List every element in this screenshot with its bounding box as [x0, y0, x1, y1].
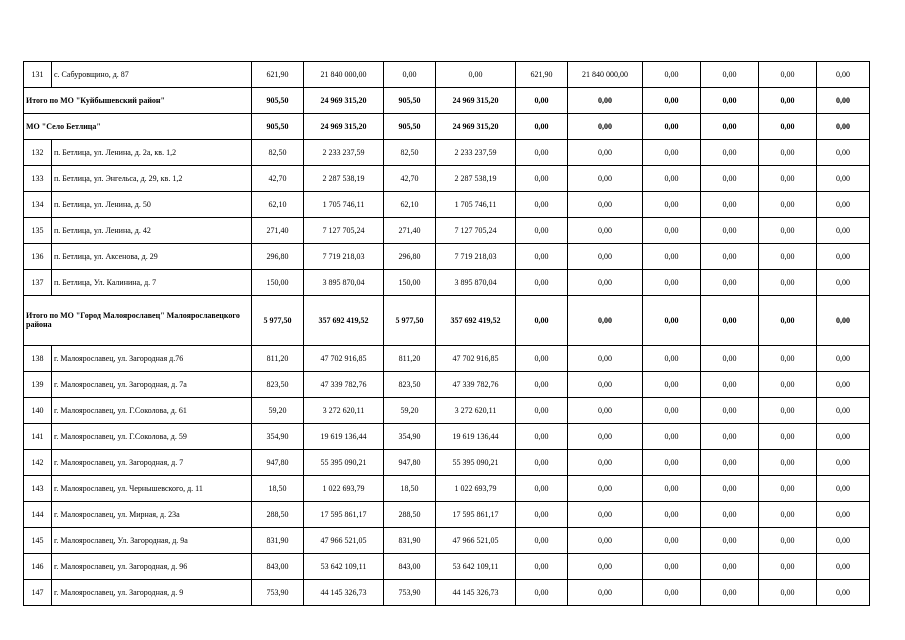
value-cell-c7: 0,00 — [643, 345, 701, 371]
value-cell-c1: 831,90 — [252, 527, 304, 553]
value-cell-c9: 0,00 — [759, 553, 817, 579]
value-cell-c4: 1 705 746,11 — [436, 192, 516, 218]
row-number: 145 — [24, 527, 52, 553]
value-cell-c1: 82,50 — [252, 140, 304, 166]
value-cell-c9: 0,00 — [759, 501, 817, 527]
value-cell-c10: 0,00 — [817, 218, 870, 244]
value-cell-c4: 7 719 218,03 — [436, 244, 516, 270]
value-cell-c4: 7 127 705,24 — [436, 218, 516, 244]
table-row — [24, 527, 870, 553]
value-cell-c8: 0,00 — [701, 218, 759, 244]
value-cell-c4: 3 895 870,04 — [436, 270, 516, 296]
value-cell-c7: 0,00 — [643, 397, 701, 423]
table-row — [24, 397, 870, 423]
value-cell-c6: 0,00 — [568, 553, 643, 579]
value-cell-c8: 0,00 — [701, 501, 759, 527]
value-cell-c1: 947,80 — [252, 449, 304, 475]
row-number: 147 — [24, 579, 52, 605]
value-cell-c1: 42,70 — [252, 166, 304, 192]
value-cell-c6: 0,00 — [568, 244, 643, 270]
row-number: 135 — [24, 218, 52, 244]
value-cell-c7: 0,00 — [643, 475, 701, 501]
value-cell-c3: 843,00 — [384, 553, 436, 579]
table-row — [24, 501, 870, 527]
table-row — [24, 553, 870, 579]
address-cell: г. Малоярославец, ул. Мирная, д. 23а — [52, 501, 252, 527]
row-number: 146 — [24, 553, 52, 579]
total-label: Итого по МО "Город Малоярославец" Малоярославецкого района — [24, 296, 252, 345]
value-cell-c2: 1 022 693,79 — [304, 475, 384, 501]
table-row — [24, 475, 870, 501]
value-cell-c10: 0,00 — [817, 475, 870, 501]
value-cell-c5: 0,00 — [516, 371, 568, 397]
value-cell-c10: 0,00 — [817, 527, 870, 553]
value-cell-c2: 21 840 000,00 — [304, 62, 384, 88]
table-row — [24, 166, 870, 192]
value-cell-c9: 0,00 — [759, 88, 817, 114]
value-cell-c7: 0,00 — [643, 501, 701, 527]
value-cell-c4: 47 339 782,76 — [436, 371, 516, 397]
table-row — [24, 140, 870, 166]
value-cell-c1: 18,50 — [252, 475, 304, 501]
table-row — [24, 244, 870, 270]
table-row — [24, 449, 870, 475]
value-cell-c7: 0,00 — [643, 244, 701, 270]
value-cell-c8: 0,00 — [701, 553, 759, 579]
value-cell-c9: 0,00 — [759, 166, 817, 192]
value-cell-c3: 296,80 — [384, 244, 436, 270]
value-cell-c2: 3 895 870,04 — [304, 270, 384, 296]
value-cell-c2: 2 233 237,59 — [304, 140, 384, 166]
value-cell-c6: 0,00 — [568, 114, 643, 140]
value-cell-c2: 47 702 916,85 — [304, 345, 384, 371]
value-cell-c3: 753,90 — [384, 579, 436, 605]
value-cell-c1: 271,40 — [252, 218, 304, 244]
value-cell-c4: 44 145 326,73 — [436, 579, 516, 605]
value-cell-c2: 357 692 419,52 — [304, 296, 384, 345]
address-cell: с. Сабуровщино, д. 87 — [52, 62, 252, 88]
table-row — [24, 579, 870, 605]
value-cell-c6: 0,00 — [568, 345, 643, 371]
table-row — [24, 218, 870, 244]
value-cell-c7: 0,00 — [643, 371, 701, 397]
value-cell-c1: 62,10 — [252, 192, 304, 218]
value-cell-c5: 0,00 — [516, 88, 568, 114]
value-cell-c10: 0,00 — [817, 553, 870, 579]
value-cell-c4: 47 702 916,85 — [436, 345, 516, 371]
value-cell-c3: 354,90 — [384, 423, 436, 449]
value-cell-c9: 0,00 — [759, 579, 817, 605]
value-cell-c2: 19 619 136,44 — [304, 423, 384, 449]
total-row — [24, 88, 870, 114]
row-number: 134 — [24, 192, 52, 218]
value-cell-c6: 0,00 — [568, 140, 643, 166]
value-cell-c10: 0,00 — [817, 296, 870, 345]
value-cell-c5: 0,00 — [516, 579, 568, 605]
value-cell-c4: 17 595 861,17 — [436, 501, 516, 527]
value-cell-c7: 0,00 — [643, 423, 701, 449]
value-cell-c5: 621,90 — [516, 62, 568, 88]
value-cell-c6: 0,00 — [568, 527, 643, 553]
value-cell-c10: 0,00 — [817, 166, 870, 192]
value-cell-c1: 753,90 — [252, 579, 304, 605]
value-cell-c8: 0,00 — [701, 397, 759, 423]
value-cell-c10: 0,00 — [817, 423, 870, 449]
address-cell: г. Малоярославец, Ул. Загородная, д. 9а — [52, 527, 252, 553]
value-cell-c1: 150,00 — [252, 270, 304, 296]
value-cell-c4: 2 287 538,19 — [436, 166, 516, 192]
table-body — [24, 62, 870, 606]
value-cell-c8: 0,00 — [701, 88, 759, 114]
value-cell-c10: 0,00 — [817, 244, 870, 270]
value-cell-c8: 0,00 — [701, 527, 759, 553]
value-cell-c10: 0,00 — [817, 88, 870, 114]
address-cell: п. Бетлица, ул. Ленина, д. 50 — [52, 192, 252, 218]
table-row — [24, 192, 870, 218]
value-cell-c6: 0,00 — [568, 423, 643, 449]
value-cell-c2: 7 127 705,24 — [304, 218, 384, 244]
value-cell-c7: 0,00 — [643, 62, 701, 88]
address-cell: г. Малоярославец, ул. Загородная, д. 7а — [52, 371, 252, 397]
value-cell-c9: 0,00 — [759, 62, 817, 88]
value-cell-c10: 0,00 — [817, 62, 870, 88]
address-cell: п. Бетлица, ул. Ленина, д. 2а, кв. 1,2 — [52, 140, 252, 166]
value-cell-c8: 0,00 — [701, 475, 759, 501]
row-number: 140 — [24, 397, 52, 423]
total-label: Итого по МО "Куйбышевский район" — [24, 88, 252, 114]
address-cell: г. Малоярославец, ул. Г.Соколова, д. 59 — [52, 423, 252, 449]
value-cell-c6: 0,00 — [568, 270, 643, 296]
value-cell-c1: 905,50 — [252, 88, 304, 114]
value-cell-c7: 0,00 — [643, 449, 701, 475]
row-number: 136 — [24, 244, 52, 270]
value-cell-c5: 0,00 — [516, 166, 568, 192]
value-cell-c5: 0,00 — [516, 345, 568, 371]
value-cell-c10: 0,00 — [817, 114, 870, 140]
value-cell-c5: 0,00 — [516, 114, 568, 140]
value-cell-c1: 811,20 — [252, 345, 304, 371]
value-cell-c7: 0,00 — [643, 114, 701, 140]
value-cell-c3: 18,50 — [384, 475, 436, 501]
value-cell-c8: 0,00 — [701, 449, 759, 475]
address-cell: г. Малоярославец, ул. Г.Соколова, д. 61 — [52, 397, 252, 423]
value-cell-c5: 0,00 — [516, 397, 568, 423]
value-cell-c3: 288,50 — [384, 501, 436, 527]
value-cell-c3: 0,00 — [384, 62, 436, 88]
value-cell-c9: 0,00 — [759, 114, 817, 140]
housing-program-table — [23, 61, 870, 606]
value-cell-c1: 354,90 — [252, 423, 304, 449]
table-row — [24, 423, 870, 449]
table-row — [24, 62, 870, 88]
row-number: 131 — [24, 62, 52, 88]
value-cell-c10: 0,00 — [817, 192, 870, 218]
value-cell-c2: 2 287 538,19 — [304, 166, 384, 192]
value-cell-c5: 0,00 — [516, 423, 568, 449]
value-cell-c8: 0,00 — [701, 140, 759, 166]
value-cell-c4: 357 692 419,52 — [436, 296, 516, 345]
value-cell-c3: 823,50 — [384, 371, 436, 397]
value-cell-c7: 0,00 — [643, 192, 701, 218]
value-cell-c9: 0,00 — [759, 192, 817, 218]
row-number: 141 — [24, 423, 52, 449]
value-cell-c9: 0,00 — [759, 244, 817, 270]
value-cell-c5: 0,00 — [516, 296, 568, 345]
value-cell-c7: 0,00 — [643, 527, 701, 553]
address-cell: г. Малоярославец, ул. Загородная, д. 7 — [52, 449, 252, 475]
value-cell-c3: 82,50 — [384, 140, 436, 166]
value-cell-c7: 0,00 — [643, 166, 701, 192]
value-cell-c5: 0,00 — [516, 192, 568, 218]
value-cell-c2: 44 145 326,73 — [304, 579, 384, 605]
value-cell-c8: 0,00 — [701, 423, 759, 449]
value-cell-c2: 17 595 861,17 — [304, 501, 384, 527]
value-cell-c3: 905,50 — [384, 114, 436, 140]
value-cell-c9: 0,00 — [759, 475, 817, 501]
value-cell-c4: 19 619 136,44 — [436, 423, 516, 449]
value-cell-c10: 0,00 — [817, 501, 870, 527]
value-cell-c7: 0,00 — [643, 140, 701, 166]
address-cell: п. Бетлица, Ул. Калинина, д. 7 — [52, 270, 252, 296]
address-cell: г. Малоярославец, ул. Чернышевского, д. 11 — [52, 475, 252, 501]
address-cell: п. Бетлица, ул. Аксенова, д. 29 — [52, 244, 252, 270]
value-cell-c4: 1 022 693,79 — [436, 475, 516, 501]
address-cell: г. Малоярославец, ул. Загородная д.76 — [52, 345, 252, 371]
value-cell-c9: 0,00 — [759, 449, 817, 475]
value-cell-c7: 0,00 — [643, 553, 701, 579]
value-cell-c9: 0,00 — [759, 527, 817, 553]
value-cell-c9: 0,00 — [759, 397, 817, 423]
value-cell-c4: 2 233 237,59 — [436, 140, 516, 166]
value-cell-c8: 0,00 — [701, 192, 759, 218]
value-cell-c8: 0,00 — [701, 296, 759, 345]
value-cell-c4: 47 966 521,05 — [436, 527, 516, 553]
value-cell-c9: 0,00 — [759, 270, 817, 296]
row-number: 143 — [24, 475, 52, 501]
address-cell: п. Бетлица, ул. Энгельса, д. 29, кв. 1,2 — [52, 166, 252, 192]
value-cell-c2: 1 705 746,11 — [304, 192, 384, 218]
value-cell-c5: 0,00 — [516, 218, 568, 244]
value-cell-c5: 0,00 — [516, 244, 568, 270]
value-cell-c6: 0,00 — [568, 218, 643, 244]
value-cell-c8: 0,00 — [701, 270, 759, 296]
value-cell-c7: 0,00 — [643, 88, 701, 114]
value-cell-c5: 0,00 — [516, 449, 568, 475]
value-cell-c6: 0,00 — [568, 579, 643, 605]
value-cell-c8: 0,00 — [701, 244, 759, 270]
value-cell-c6: 0,00 — [568, 296, 643, 345]
value-cell-c3: 811,20 — [384, 345, 436, 371]
value-cell-c4: 53 642 109,11 — [436, 553, 516, 579]
total-row — [24, 296, 870, 345]
value-cell-c6: 21 840 000,00 — [568, 62, 643, 88]
value-cell-c1: 823,50 — [252, 371, 304, 397]
value-cell-c3: 905,50 — [384, 88, 436, 114]
row-number: 144 — [24, 501, 52, 527]
value-cell-c9: 0,00 — [759, 140, 817, 166]
value-cell-c5: 0,00 — [516, 553, 568, 579]
value-cell-c7: 0,00 — [643, 270, 701, 296]
value-cell-c3: 831,90 — [384, 527, 436, 553]
value-cell-c3: 62,10 — [384, 192, 436, 218]
value-cell-c6: 0,00 — [568, 449, 643, 475]
value-cell-c1: 5 977,50 — [252, 296, 304, 345]
value-cell-c3: 5 977,50 — [384, 296, 436, 345]
value-cell-c3: 271,40 — [384, 218, 436, 244]
value-cell-c3: 59,20 — [384, 397, 436, 423]
value-cell-c10: 0,00 — [817, 140, 870, 166]
value-cell-c7: 0,00 — [643, 579, 701, 605]
value-cell-c5: 0,00 — [516, 270, 568, 296]
table-row — [24, 371, 870, 397]
value-cell-c7: 0,00 — [643, 218, 701, 244]
value-cell-c4: 3 272 620,11 — [436, 397, 516, 423]
value-cell-c10: 0,00 — [817, 270, 870, 296]
value-cell-c3: 947,80 — [384, 449, 436, 475]
value-cell-c10: 0,00 — [817, 397, 870, 423]
value-cell-c2: 24 969 315,20 — [304, 88, 384, 114]
value-cell-c2: 7 719 218,03 — [304, 244, 384, 270]
address-cell: п. Бетлица, ул. Ленина, д. 42 — [52, 218, 252, 244]
value-cell-c10: 0,00 — [817, 345, 870, 371]
value-cell-c2: 47 966 521,05 — [304, 527, 384, 553]
value-cell-c10: 0,00 — [817, 579, 870, 605]
row-number: 139 — [24, 371, 52, 397]
value-cell-c4: 24 969 315,20 — [436, 88, 516, 114]
value-cell-c5: 0,00 — [516, 475, 568, 501]
value-cell-c5: 0,00 — [516, 501, 568, 527]
value-cell-c2: 47 339 782,76 — [304, 371, 384, 397]
total-row — [24, 114, 870, 140]
value-cell-c9: 0,00 — [759, 371, 817, 397]
value-cell-c6: 0,00 — [568, 475, 643, 501]
value-cell-c10: 0,00 — [817, 371, 870, 397]
value-cell-c9: 0,00 — [759, 296, 817, 345]
value-cell-c2: 24 969 315,20 — [304, 114, 384, 140]
value-cell-c6: 0,00 — [568, 192, 643, 218]
value-cell-c1: 905,50 — [252, 114, 304, 140]
value-cell-c8: 0,00 — [701, 62, 759, 88]
value-cell-c8: 0,00 — [701, 166, 759, 192]
row-number: 142 — [24, 449, 52, 475]
value-cell-c8: 0,00 — [701, 579, 759, 605]
value-cell-c8: 0,00 — [701, 371, 759, 397]
value-cell-c6: 0,00 — [568, 166, 643, 192]
value-cell-c8: 0,00 — [701, 114, 759, 140]
table-row — [24, 345, 870, 371]
row-number: 132 — [24, 140, 52, 166]
row-number: 137 — [24, 270, 52, 296]
value-cell-c5: 0,00 — [516, 527, 568, 553]
value-cell-c1: 296,80 — [252, 244, 304, 270]
row-number: 138 — [24, 345, 52, 371]
value-cell-c3: 150,00 — [384, 270, 436, 296]
value-cell-c3: 42,70 — [384, 166, 436, 192]
total-label: МО "Село Бетлица" — [24, 114, 252, 140]
value-cell-c1: 843,00 — [252, 553, 304, 579]
value-cell-c4: 24 969 315,20 — [436, 114, 516, 140]
value-cell-c1: 288,50 — [252, 501, 304, 527]
value-cell-c8: 0,00 — [701, 345, 759, 371]
value-cell-c6: 0,00 — [568, 371, 643, 397]
value-cell-c9: 0,00 — [759, 345, 817, 371]
value-cell-c6: 0,00 — [568, 88, 643, 114]
value-cell-c6: 0,00 — [568, 397, 643, 423]
value-cell-c5: 0,00 — [516, 140, 568, 166]
value-cell-c1: 59,20 — [252, 397, 304, 423]
value-cell-c2: 55 395 090,21 — [304, 449, 384, 475]
value-cell-c4: 0,00 — [436, 62, 516, 88]
address-cell: г. Малоярославец, ул. Загородная, д. 9 — [52, 579, 252, 605]
value-cell-c9: 0,00 — [759, 423, 817, 449]
value-cell-c9: 0,00 — [759, 218, 817, 244]
value-cell-c10: 0,00 — [817, 449, 870, 475]
value-cell-c2: 53 642 109,11 — [304, 553, 384, 579]
address-cell: г. Малоярославец, ул. Загородная, д. 96 — [52, 553, 252, 579]
row-number: 133 — [24, 166, 52, 192]
value-cell-c6: 0,00 — [568, 501, 643, 527]
value-cell-c7: 0,00 — [643, 296, 701, 345]
value-cell-c4: 55 395 090,21 — [436, 449, 516, 475]
value-cell-c1: 621,90 — [252, 62, 304, 88]
table-row — [24, 270, 870, 296]
value-cell-c2: 3 272 620,11 — [304, 397, 384, 423]
